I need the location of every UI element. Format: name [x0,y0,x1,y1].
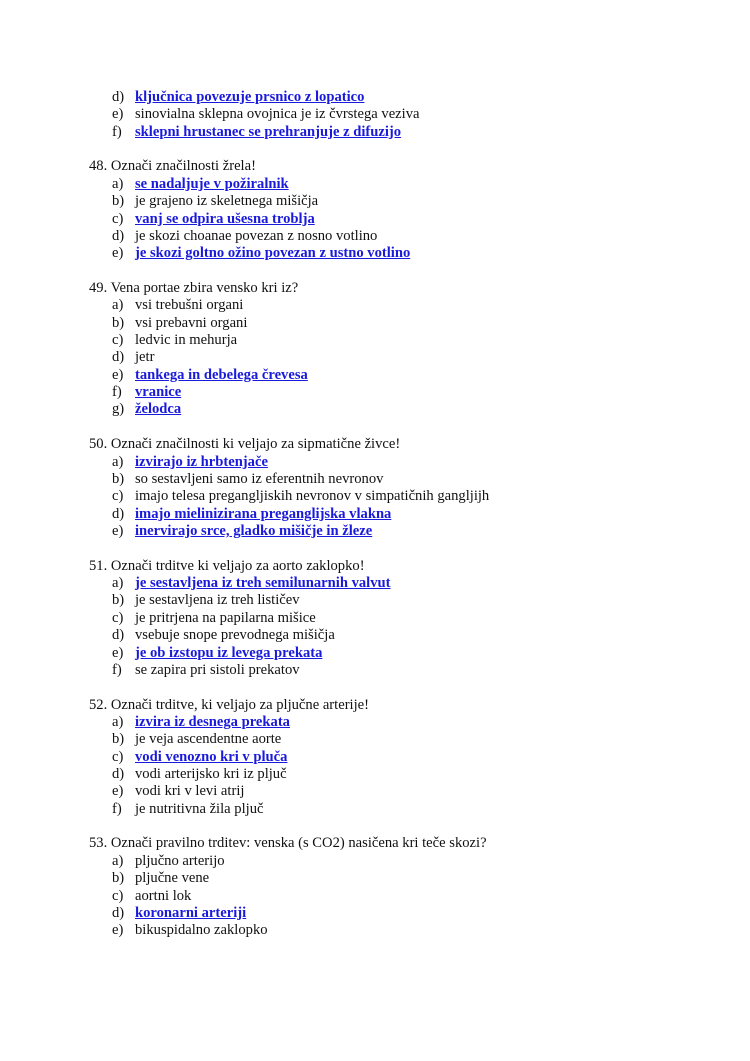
option-letter: e) [112,644,124,661]
question-title: 49. Vena portae zbira vensko kri iz? [89,279,299,296]
answer-option [89,766,709,783]
answer-option [89,488,709,505]
spacer [89,263,709,280]
option-text-correct: je skozi goltno ožino povezan z ustno votlino [135,245,411,262]
option-letter: d) [112,505,125,522]
answer-option [89,575,709,592]
question-title: 52. Označi trditve, ki veljajo za pljučne arterije! [89,696,369,713]
option-text: je skozi choanae povezan z nosno votlino [135,227,378,244]
answer-option [89,749,709,766]
answer-option [89,610,709,627]
answer-option [89,89,709,106]
option-text: vsi trebušni organi [135,297,244,314]
answer-option [89,471,709,488]
spacer [89,141,709,158]
option-letter: a) [112,297,124,314]
option-text-correct: je ob izstopu iz levega prekata [135,644,323,661]
answer-option [89,454,709,471]
option-letter: f) [112,661,122,678]
answer-option [89,297,709,314]
option-text-correct: želodca [135,401,182,418]
answer-option [89,523,709,540]
option-text: pljučno arterijo [135,852,225,869]
option-text: aortni lok [135,887,192,904]
option-letter: c) [112,748,124,765]
option-letter: a) [112,713,124,730]
answer-option [89,106,709,123]
question-title: 50. Označi značilnosti ki veljajo za sipmatične živce! [89,436,401,453]
answer-option [89,627,709,644]
option-text: se zapira pri sistoli prekatov [135,661,300,678]
option-letter: c) [112,488,124,505]
option-letter: a) [112,175,124,192]
option-letter: d) [112,227,125,244]
option-letter: b) [112,731,125,748]
answer-option [89,315,709,332]
option-text: bikuspidalno zaklopko [135,922,268,939]
option-text-correct: vodi venozno kri v pluča [135,748,288,765]
option-text: je pritrjena na papilarna mišice [135,609,316,626]
answer-option [89,662,709,679]
option-letter: a) [112,852,124,869]
option-letter: c) [112,887,124,904]
option-text-correct: imajo mielinizirana preganglijska vlakna [135,505,392,522]
question-title: 51. Označi trditve ki veljajo za aorto zaklopko! [89,557,365,574]
option-letter: b) [112,592,125,609]
option-text: imajo telesa pregangljiskih nevronov v simpatičnih gangljijh [135,488,490,505]
answer-option [89,245,709,262]
option-text-correct: sklepni hrustanec se prehranjuje z difuzijo [135,123,402,140]
option-text: ledvic in mehurja [135,332,238,349]
question-title: 48. Označi značilnosti žrela! [89,158,256,175]
answer-option [89,124,709,141]
option-text: so sestavljeni samo iz eferentnih nevronov [135,470,384,487]
option-text: vsebuje snope prevodnega mišičja [135,627,335,644]
option-text: pljučne vene [135,870,210,887]
option-text-correct: je sestavljena iz treh semilunarnih valvut [135,575,391,592]
option-letter: f) [112,800,122,817]
option-letter: d) [112,89,125,105]
option-text-correct: izvirajo iz hrbtenjače [135,453,268,470]
spacer [89,419,709,436]
option-letter: e) [112,783,124,800]
answer-option [89,367,709,384]
option-text: je grajeno iz skeletnega mišičja [135,193,319,210]
option-letter: a) [112,453,124,470]
document-page [89,89,709,940]
question-title: 53. Označi pravilno trditev: venska (s CO2) nasičena kri teče skozi? [89,835,487,852]
answer-option [89,645,709,662]
spacer [89,679,709,696]
answer-option [89,801,709,818]
option-letter: d) [112,766,125,783]
answer-option [89,783,709,800]
option-letter: e) [112,522,124,539]
spacer [89,540,709,557]
option-letter: b) [112,870,125,887]
answer-option [89,211,709,228]
answer-option [89,922,709,939]
answer-option [89,506,709,523]
option-letter: c) [112,609,124,626]
option-text: je veja ascendentne aorte [135,731,282,748]
answer-option [89,332,709,349]
option-letter: c) [112,210,124,227]
option-letter: b) [112,470,125,487]
option-letter: a) [112,575,124,592]
option-letter: d) [112,904,125,921]
option-text: sinovialna sklepna ovojnica je iz čvrstega veziva [135,106,420,123]
answer-option [89,176,709,193]
option-letter: b) [112,314,125,331]
option-letter: e) [112,245,124,262]
answer-option [89,853,709,870]
option-letter: f) [112,384,122,401]
answer-option [89,870,709,887]
option-text-correct: izvira iz desnega prekata [135,713,290,730]
option-text-correct: koronarni arteriji [135,904,247,921]
option-text: jetr [135,349,155,366]
option-letter: g) [112,401,125,418]
option-text: vsi prebavni organi [135,314,248,331]
option-letter: e) [112,106,124,123]
answer-option [89,905,709,922]
option-letter: e) [112,366,124,383]
answer-option [89,731,709,748]
answer-option [89,714,709,731]
answer-option [89,349,709,366]
option-text-correct: vanj se odpira ušesna troblja [135,210,315,227]
answer-option [89,384,709,401]
option-text-correct: inervirajo srce, gladko mišičje in žleze [135,522,373,539]
answer-option [89,228,709,245]
option-text: je nutritivna žila pljuč [135,800,264,817]
option-letter: f) [112,123,122,140]
option-letter: d) [112,627,125,644]
option-text: je sestavljena iz treh lističev [135,592,300,609]
answer-option [89,592,709,609]
answer-option [89,193,709,210]
spacer [89,818,709,835]
option-text-correct: se nadaljuje v požiralnik [135,175,289,192]
option-letter: c) [112,332,124,349]
option-letter: b) [112,193,125,210]
option-text: vodi arterijsko kri iz pljuč [135,766,287,783]
answer-option [89,401,709,418]
option-text-correct: vranice [135,384,182,401]
option-text: vodi kri v levi atrij [135,783,245,800]
option-text-correct: ključnica povezuje prsnico z lopatico [135,89,365,105]
option-letter: d) [112,349,125,366]
answer-option [89,888,709,905]
option-text-correct: tankega in debelega črevesa [135,366,308,383]
option-letter: e) [112,922,124,939]
